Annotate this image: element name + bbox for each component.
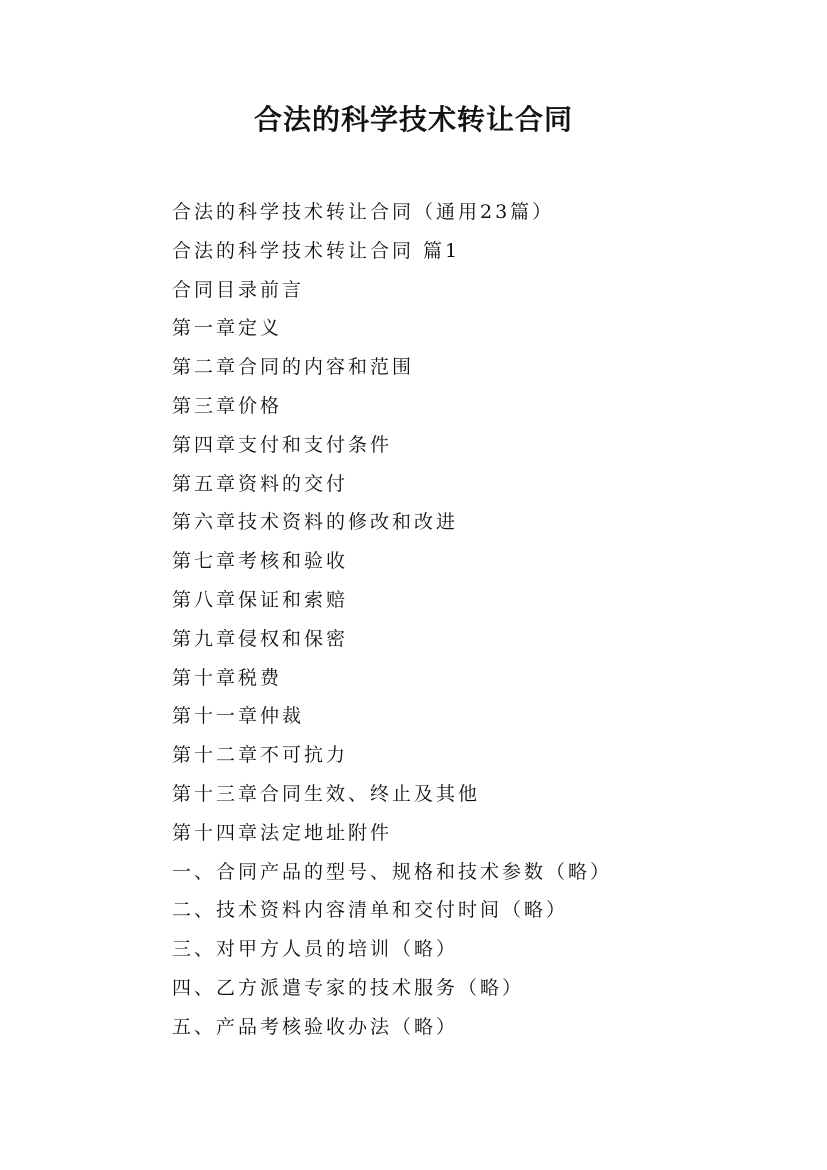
appendix-item-1: 一、合同产品的型号、规格和技术参数（略） <box>172 860 613 883</box>
toc-chapter-2: 第二章合同的内容和范围 <box>172 356 415 379</box>
document-body <box>172 193 772 1047</box>
document-title: 合法的科学技术转让合同 <box>253 103 573 136</box>
toc-chapter-8: 第八章保证和索赔 <box>172 588 349 611</box>
appendix-item-3: 三、对甲方人员的培训（略） <box>172 938 459 961</box>
toc-line: 合同目录前言 <box>172 278 305 301</box>
appendix-item-4: 四、乙方派遣专家的技术服务（略） <box>172 976 525 999</box>
toc-chapter-1: 第一章定义 <box>172 317 283 340</box>
appendix-item-5: 五、产品考核验收办法（略） <box>172 1015 459 1038</box>
section-heading: 合法的科学技术转让合同 篇1 <box>172 239 461 262</box>
toc-chapter-13: 第十三章合同生效、终止及其他 <box>172 782 481 805</box>
toc-chapter-12: 第十二章不可抗力 <box>172 744 349 767</box>
toc-chapter-14: 第十四章法定地址附件 <box>172 821 393 844</box>
toc-chapter-6: 第六章技术资料的修改和改进 <box>172 511 459 534</box>
toc-chapter-5: 第五章资料的交付 <box>172 472 349 495</box>
toc-chapter-10: 第十章税费 <box>172 666 283 689</box>
toc-chapter-7: 第七章考核和验收 <box>172 550 349 573</box>
toc-chapter-11: 第十一章仲裁 <box>172 705 305 728</box>
subtitle-line: 合法的科学技术转让合同（通用23篇） <box>172 201 555 223</box>
toc-chapter-9: 第九章侵权和保密 <box>172 627 349 650</box>
toc-chapter-3: 第三章价格 <box>172 394 283 417</box>
appendix-item-2: 二、技术资料内容清单和交付时间（略） <box>172 899 569 922</box>
toc-chapter-4: 第四章支付和支付条件 <box>172 433 393 456</box>
